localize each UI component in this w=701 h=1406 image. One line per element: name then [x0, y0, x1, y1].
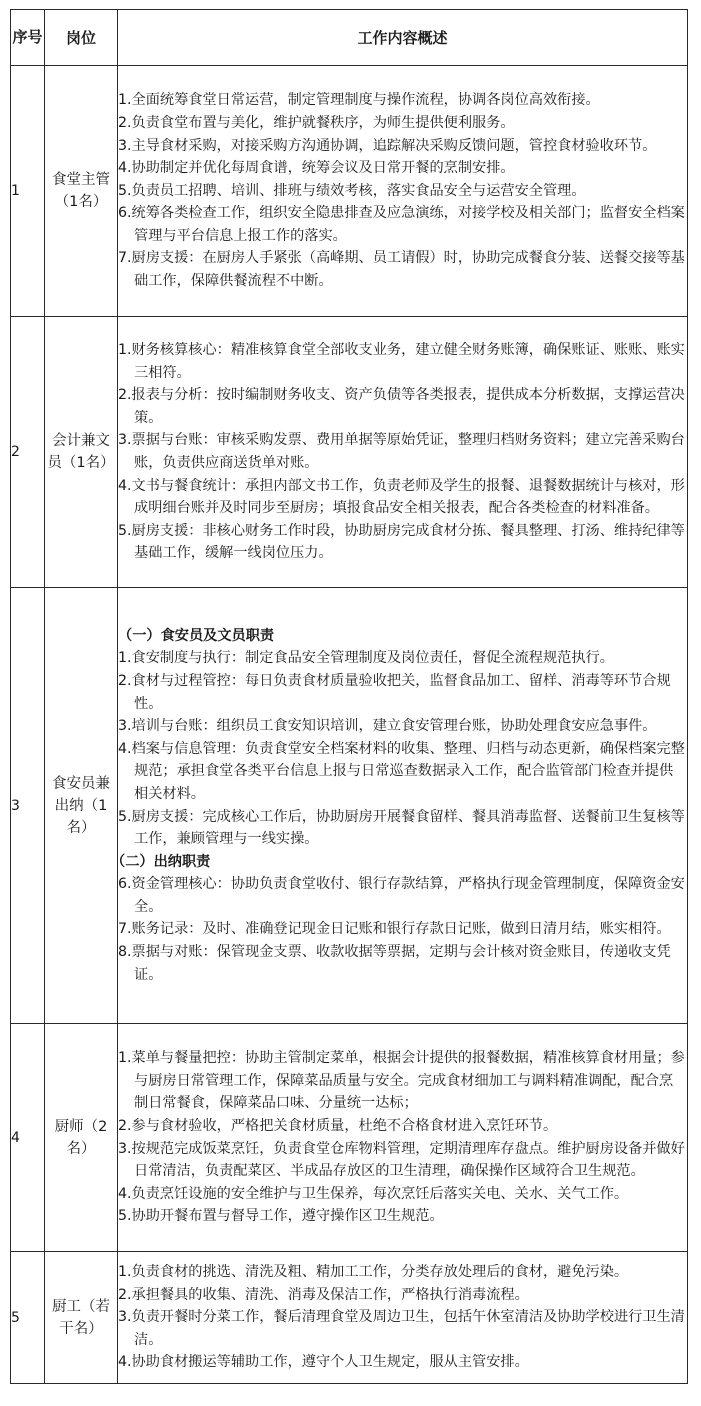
- duty-item: 2.参与食材验收，严格把关食材质量，杜绝不合格食材进入烹饪环节。: [118, 1117, 558, 1134]
- duty-item: 7.账务记录：及时、准确登记现金日记账和银行存款日记账，做到日清月结，账实相符。: [118, 921, 671, 938]
- duty-item: 3.主导食材采购，对接采购方沟通协调，追踪解决采购反馈问题，管控食材验收环节。: [118, 137, 657, 154]
- row-position: 会计兼文员（1名）: [45, 317, 118, 588]
- header-content: 工作内容概述: [118, 10, 688, 66]
- duty-item: 2.食材与过程管控：每日负责食材质量验收把关，监督食品加工、留样、消毒等环节合规性。: [118, 672, 671, 712]
- duty-item: 5.负责员工招聘、培训、排班与绩效考核，落实食品安全与运营安全管理。: [118, 182, 586, 199]
- table-row: [11, 317, 688, 588]
- row-position: 厨师（2名）: [45, 1024, 118, 1252]
- duty-item: 2.报表与分析：按时编制财务收支、资产负债等各类报表，提供成本分析数据，支撑运营决策。: [118, 387, 685, 426]
- duty-item: 7.厨房支援：在厨房人手紧张（高峰期、员工请假）时，协助完成餐食分装、送餐交接等基础工作，保障供餐流程不中断。: [118, 250, 685, 290]
- duty-item: 4.文书与餐食统计：承担内部文书工作，负责老师及学生的报餐、退餐数据统计与核对，形成明细台账并及时同步至厨房；填报食品安全相关报表，配合各类检查的材料准备。: [118, 477, 685, 517]
- duty-item: 8.票据与对账：保管现金支票、收款收据等票据，定期与会计核对资金账目，传递收支凭证。: [118, 944, 671, 983]
- row-num: 5: [11, 1252, 45, 1384]
- duty-item: 3.票据与台账：审核采购发票、费用单据等原始凭证，整理归档财务资料；建立完善采购台账，负责供应商送货单对账。: [118, 432, 685, 471]
- row-position: 厨工（若干名）: [45, 1252, 118, 1384]
- duty-item: 3.培训与台账：组织员工食安知识培训，建立食安管理台账，协助处理食安应急事件。: [118, 718, 657, 735]
- row-content: [118, 1252, 688, 1384]
- duty-item: 1.负责食材的挑选、清洗及粗、精加工工作，分类存放处理后的食材，避免污染。: [118, 1264, 629, 1281]
- row-num: 4: [11, 1024, 45, 1252]
- row-position: 食安员兼出纳（1名）: [45, 588, 118, 1024]
- duty-item: 4.档案与信息管理：负责食堂安全档案材料的收集、整理、归档与动态更新，确保档案完整规范；承担食堂各类平台信息上报与日常巡查数据录入工作，配合监管部门检查并提供相关材料。: [118, 740, 685, 802]
- duty-item: 4.协助制定并优化每周食谱，统筹会议及日常开餐的烹制安排。: [118, 160, 515, 177]
- table-row: [11, 66, 688, 317]
- duty-item: 1.全面统筹食堂日常运营，制定管理制度与操作流程，协调各岗位高效衔接。: [118, 92, 600, 109]
- duty-item: 2.负责食堂布置与美化，维护就餐秩序，为师生提供便利服务。: [118, 114, 515, 131]
- duty-item: 4.负责烹饪设施的安全维护与卫生保养，每次烹饪后落实关电、关水、关气工作。: [118, 1185, 629, 1202]
- duty-item: 5.协助开餐布置与督导工作，遵守操作区卫生规范。: [118, 1208, 444, 1225]
- row-position: 食堂主管（1名）: [45, 66, 118, 317]
- row-content: [118, 317, 688, 588]
- section-heading: （二）出纳职责: [111, 853, 211, 870]
- row-content: [118, 1024, 688, 1252]
- duty-item: 1.菜单与餐量把控：协助主管制定菜单，根据会计提供的报餐数据，精准核算食材用量；参与厨房日常管理工作，保障菜品质量与安全。完成食材细加工与调料精准调配，配合烹制日常餐食，保障菜品口味、分量统一达标；: [118, 1050, 685, 1112]
- duty-item: 6.资金管理核心：协助负责食堂收付、银行存款结算，严格执行现金管理制度，保障资金安全。: [118, 876, 685, 915]
- duty-item: 5.厨房支援：非核心财务工作时段，协助厨房完成食材分拣、餐具整理、打汤、维持纪律等基础工作，缓解一线岗位压力。: [118, 522, 685, 562]
- table-row: [11, 588, 688, 1024]
- duty-item: 4.协助食材搬运等辅助工作，遵守个人卫生规定，服从主管安排。: [118, 1354, 529, 1371]
- row-content: [111, 588, 688, 1024]
- duty-item: 3.负责开餐时分菜工作，餐后清理食堂及周边卫生，包括午休室清洁及协助学校进行卫生清洁。: [118, 1309, 685, 1348]
- header-num: 序号: [11, 10, 45, 66]
- header-row: [11, 10, 688, 66]
- row-num: 2: [11, 317, 45, 588]
- duty-item: 5.厨房支援：完成核心工作后，协助厨房开展餐食留样、餐具消毒监督、送餐前卫生复核等工作，兼顾管理与一线实操。: [118, 808, 685, 848]
- table-row: [11, 1252, 688, 1384]
- duty-item: 6.统筹各类检查工作，组织安全隐患排查及应急演练，对接学校及相关部门；监督安全档案管理与平台信息上报工作的落实。: [118, 205, 685, 244]
- duty-item: 1.食安制度与执行：制定食品安全管理制度及岗位责任，督促全流程规范执行。: [118, 650, 614, 667]
- row-content: [118, 66, 688, 317]
- duty-item: 1.财务核算核心：精准核算食堂全部收支业务，建立健全财务账簿，确保账证、账账、账实三相符。: [118, 342, 685, 381]
- row-num: 1: [11, 66, 45, 317]
- duty-item: 3.按规范完成饭菜烹饪，负责食堂仓库物料管理，定期清理库存盘点。维护厨房设备并做好日常清洁，负责配菜区、半成品存放区的卫生清理，确保操作区域符合卫生规范。: [118, 1140, 685, 1180]
- row-num: 3: [11, 588, 45, 1024]
- header-position: 岗位: [45, 10, 118, 66]
- duty-table: [10, 9, 688, 1384]
- section-heading: （一）食安员及文员职责: [118, 627, 275, 644]
- table-row: [11, 1024, 688, 1252]
- duty-item: 2.承担餐具的收集、清洗、消毒及保洁工作，严格执行消毒流程。: [118, 1286, 529, 1303]
